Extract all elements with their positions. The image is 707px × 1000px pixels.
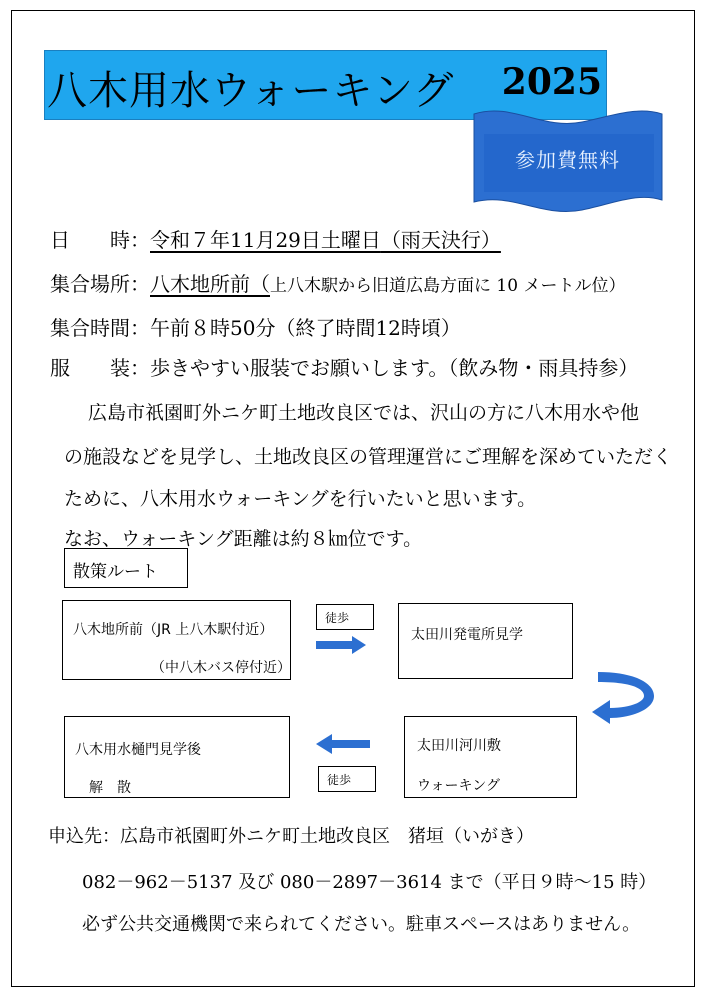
detail-value: 歩きやすい服装でお願いします。（飲み物・雨具持参） (150, 356, 639, 380)
left-arrow-icon (316, 734, 370, 754)
route-step-start (62, 600, 291, 680)
contact-note: 必ず公共交通機関で来られてください。駐車スペースはありません。 (82, 914, 641, 935)
contact-phone: 082－962－5137 及び 080－2897－3614 まで（平日９時～15 時） (82, 872, 657, 893)
route-step-text: 八木地所前（JR 上八木駅付近） (73, 622, 274, 638)
intro-line: ために、八木用水ウォーキングを行いたいと思います。 (64, 488, 537, 510)
detail-note: （雨天決行） (380, 228, 501, 252)
detail-meeting-place (50, 268, 625, 297)
u-turn-arrow-icon (590, 670, 660, 724)
free-entry-badge: 参加費無料 (515, 148, 620, 172)
route-step-riverbank (404, 716, 577, 798)
walk-label-1: 徒歩 (316, 604, 374, 630)
route-step-text: 太田川河川敷 (417, 738, 501, 754)
intro-line: の施設などを見学し、土地改良区の管理運営にご理解を深めていただく (64, 446, 673, 468)
intro-line: 広島市祇園町外ニケ町土地改良区では、沢山の方に八木用水や他 (88, 402, 640, 424)
route-step-text: （中八木バス停付近） (151, 660, 291, 676)
route-step-text: ウォーキング (417, 778, 501, 794)
route-step-text: 解 散 (89, 780, 131, 796)
detail-datetime (50, 224, 501, 253)
detail-label: 日 時： (50, 228, 150, 252)
route-step-text: 八木用水樋門見学後 (75, 742, 201, 758)
detail-value: 午前８時50分（終了時間12時頃） (150, 316, 461, 340)
detail-label: 集合場所： (50, 272, 150, 296)
route-step-text: 太田川発電所見学 (411, 627, 523, 643)
right-arrow-icon (316, 636, 366, 654)
detail-value: 八木地所前（ (150, 272, 270, 296)
detail-note: 上八木駅から旧道広島方面に 10 メートル位） (270, 276, 626, 296)
walk-label-2: 徒歩 (318, 766, 376, 792)
detail-meeting-time (50, 312, 461, 341)
intro-line: なお、ウォーキング距離は約８㎞位です。 (64, 528, 423, 550)
route-step-powerplant (398, 603, 573, 679)
route-heading: 散策ルート (64, 548, 188, 588)
detail-clothing (50, 352, 638, 381)
event-title: 八木用水ウォーキング (47, 68, 455, 114)
event-year: 2025 (501, 61, 602, 103)
route-step-end (64, 716, 290, 798)
detail-value: 令和７年11月29日土曜日 (150, 228, 381, 252)
detail-label: 集合時間： (50, 316, 150, 340)
contact-line: 申込先：広島市祇園町外ニケ町土地改良区 猪垣（いがき） (48, 826, 534, 847)
detail-label: 服 装： (50, 356, 150, 380)
